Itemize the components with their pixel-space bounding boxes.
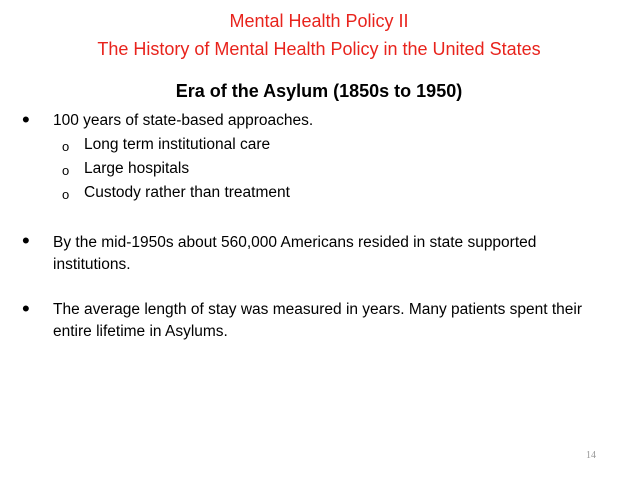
bullet-text: 100 years of state-based approaches.: [53, 112, 314, 129]
page-number: 14: [586, 450, 596, 461]
bullet-text: The average length of stay was measured in years. Many patients spent their entire lifetime in Asylums.: [53, 301, 583, 340]
subbullet-text: Custody rather than treatment: [84, 184, 290, 201]
subbullet-marker: o: [62, 187, 70, 202]
bullet-marker: •: [22, 228, 30, 253]
subbullet-marker: o: [62, 163, 70, 178]
subbullet-text: Large hospitals: [84, 160, 190, 177]
slide-title-line-2: The History of Mental Health Policy in the United States: [97, 39, 541, 59]
slide-subtitle: Era of the Asylum (1850s to 1950): [175, 81, 463, 101]
bullet-text: By the mid-1950s about 560,000 Americans resided in state supported institutions.: [53, 234, 537, 273]
bullet-marker: •: [22, 296, 30, 321]
bullet-marker: •: [22, 107, 30, 132]
subbullet-text: Long term institutional care: [84, 136, 271, 153]
subbullet-marker: o: [62, 139, 70, 154]
slide-title-line-1: Mental Health Policy II: [229, 11, 409, 31]
